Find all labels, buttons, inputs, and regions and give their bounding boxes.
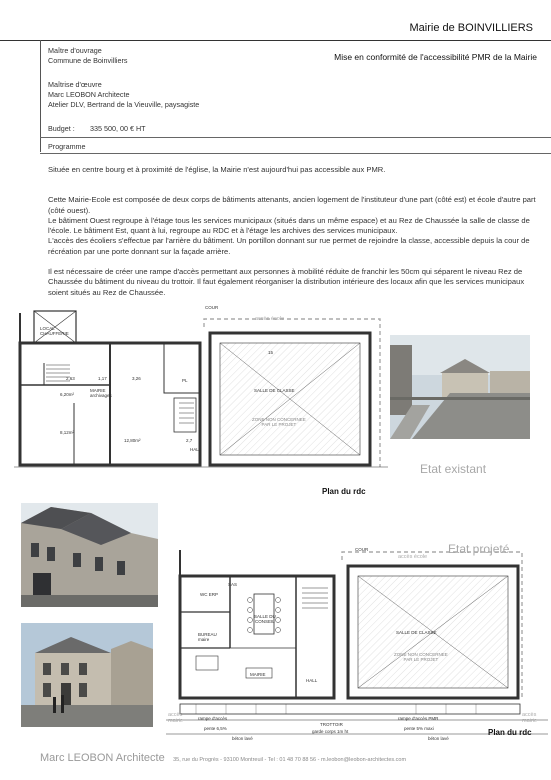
- existing-salle-label: SALLE DE CLASSE: [254, 388, 295, 393]
- footer-firm: Marc LEOBON Architecte: [40, 752, 165, 764]
- programme-paragraph-1: Située en centre bourg et à proximité de l'église, la Mairie n'est aujourd'hui pas accessible aux PMR.: [48, 165, 386, 174]
- municipality-title: Mairie de BOINVILLIERS: [409, 22, 533, 34]
- street-view-photo: [390, 335, 530, 439]
- projected-acces-ecole-label: accès école: [398, 554, 428, 560]
- budget-value: 335 500, 00 € HT: [90, 124, 146, 133]
- left-rule: [40, 40, 41, 152]
- existing-area: 12,80m²: [124, 438, 141, 443]
- header-rule: [0, 40, 551, 41]
- designer-role: Maîtrise d'œuvre: [48, 80, 102, 89]
- projected-plan-caption: Plan du rdc: [488, 728, 532, 737]
- existing-area: 6,20m²: [60, 392, 75, 397]
- footer: [40, 752, 406, 764]
- divider: [40, 137, 551, 138]
- trottoir-label: TROTTOIR: [320, 722, 343, 727]
- project-title: Mise en conformité de l'accessibilité PMR de la Mairie: [334, 52, 537, 62]
- existing-local-label: LOCAL CHAUFFERIE: [40, 326, 69, 336]
- pmr-ramp-slope: pente 5% maxi: [404, 726, 434, 731]
- divider: [40, 153, 551, 154]
- projected-salle-conseil-label: SALLE DU CONSEIL: [254, 614, 276, 624]
- existing-dim: 1,17: [98, 376, 107, 381]
- existing-state-label: Etat existant: [420, 462, 487, 476]
- garde-corps-label: garde corps 1m ht: [312, 729, 349, 734]
- projected-mairie-label: MAIRIE: [250, 672, 266, 677]
- existing-dim: 2,7: [186, 438, 193, 443]
- projected-salle-label: SALLE DE CLASSE: [396, 630, 437, 635]
- facade-photo: [21, 503, 158, 607]
- budget-label: Budget :: [48, 124, 75, 133]
- acces-mairie-right: accès mairie: [522, 712, 537, 724]
- projected-cour-label: COUR: [355, 547, 369, 552]
- ramp-label: rampe d'accès: [198, 716, 228, 721]
- ramp-slope: pente 6,5%: [204, 726, 227, 731]
- programme-label: Programme: [48, 142, 86, 151]
- footer-address: 35, rue du Progrès - 93100 Montreuil - Tel : 01 48 70 88 56 - m.leobon@leobon-architectes.com: [173, 757, 407, 763]
- projected-wc-label: WC ERP: [200, 592, 218, 597]
- projected-sas-label: SAS: [228, 582, 238, 587]
- existing-zone-label: ZONE NON CONCERNEE PAR LE PROJET: [252, 417, 306, 427]
- programme-paragraph-3: Il est nécessaire de créer une rampe d'accès permettant aux personnes à mobilité réduite de franchir les 50cm qui séparent le niveau Rez de Chaussée du bâtiment du niveau du trottoir. Il faut également réorganiser la distribution intérieure des locaux afin que les services municipaux soient situés au Rez de Chaussée.: [48, 267, 525, 297]
- existing-acces-ecole-label: accès école: [255, 316, 285, 322]
- client-role: Maître d'ouvrage: [48, 46, 102, 55]
- existing-dim: 2,63: [66, 376, 75, 381]
- projected-zone-label: ZONE NON CONCERNEE PAR LE PROJET: [394, 652, 448, 662]
- beton-label: béton lavé: [232, 736, 253, 741]
- existing-cour-label: COUR: [205, 305, 219, 310]
- existing-hall-label: HALL: [190, 447, 202, 452]
- existing-dim-15: 15: [268, 350, 274, 355]
- designer-architect: Marc LEOBON Architecte: [48, 90, 130, 99]
- projected-hall-label: HALL: [306, 678, 318, 683]
- existing-mairie-label: MAIRIE archivages: [90, 388, 112, 398]
- projected-floor-plan: [166, 548, 548, 738]
- existing-pl-label: PL: [182, 378, 188, 383]
- projected-state-label: Etat projeté: [448, 542, 510, 556]
- mairie-photo: [21, 623, 153, 727]
- acces-mairie-left: accès mairie: [168, 712, 183, 724]
- existing-area: 8,12m²: [60, 430, 75, 435]
- designer-landscaper: Atelier DLV, Bertrand de la Vieuville, paysagiste: [48, 100, 200, 109]
- pmr-ramp-label: rampe d'accès PMR: [398, 716, 439, 721]
- existing-dim: 3,26: [132, 376, 141, 381]
- existing-plan-caption: Plan du rdc: [322, 487, 366, 496]
- client-name: Commune de Boinvilliers: [48, 56, 128, 65]
- beton-label: béton lavé: [428, 736, 449, 741]
- projected-bureau-label: BUREAU maire: [198, 632, 217, 642]
- programme-paragraph-2: Cette Mairie-Ecole est composée de deux corps de bâtiments attenants, ancien logement de l'instituteur d'une part (côté est) et école d'autre part (côté ouest). Le bâtiment Ouest regroupe à l'étage tous les services municipaux (situés dans un même espace) et au Rez de Chaussée la salle de classe de l'école. Le bâtiment Est, quant à lui, regroupe au RDC et à l'étage les archives des services municipaux. L'accès des écoliers s'effectue par l'arrière du bâtiment. Un portillon donnant sur rue permet de rejoindre la classe, accessible depuis la cour de récréation par une porte donnant sur la façade arrière.: [48, 195, 536, 256]
